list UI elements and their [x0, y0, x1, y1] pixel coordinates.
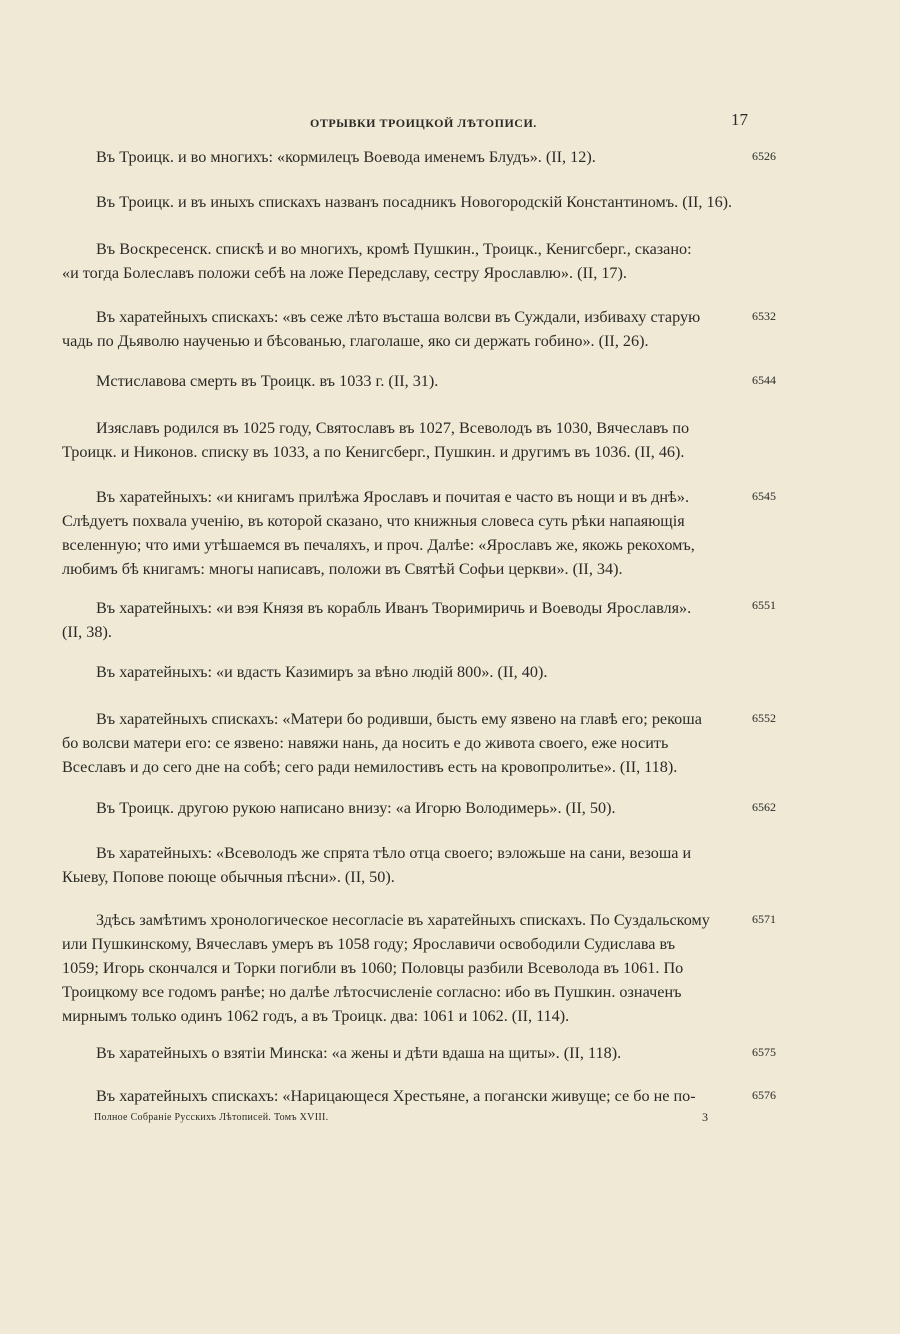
- year-marker: 6571: [752, 912, 776, 926]
- entry-line: Здѣсь замѣтимъ хронологическое несогласіе въ харатейныхъ спискахъ. По Суздальскому: [96, 911, 710, 929]
- year-marker: 6544: [752, 373, 776, 387]
- entry-paragraph: [62, 190, 752, 214]
- entry-paragraph: [62, 485, 752, 581]
- entry-line: Мстиславова смерть въ Троицк. въ 1033 г. (II, 31).: [96, 372, 439, 390]
- entry-paragraph: [62, 596, 752, 644]
- entry-paragraph: [62, 416, 752, 464]
- entry-line: бо волсви матери его: се язвено: навяжи нань, да носить е до живота своего, еже носить: [62, 734, 669, 752]
- entry-line: чадь по Дьяволю наученью и бѣсованью, глаголаше, яко си держать гобино». (II, 26).: [62, 332, 649, 350]
- entry-line: «и тогда Болеславъ положи себѣ на ложе Передславу, сестру Ярославлю». (II, 17).: [62, 264, 627, 282]
- entry-line: Въ харатейныхъ спискахъ: «Нарицающеся Хрестьяне, а погански живуще; се бо не по-: [96, 1087, 696, 1105]
- entry-line: или Пушкинскому, Вячеславъ умеръ въ 1058 году; Ярославичи освободили Судислава въ: [62, 935, 676, 953]
- entry-line: Въ Троицк. другою рукою написано внизу: «а Игорю Володимерь». (II, 50).: [96, 799, 616, 817]
- year-marker: 6562: [752, 800, 776, 814]
- entry-paragraph: [62, 660, 752, 684]
- entry-paragraph: [62, 369, 752, 393]
- entry-line: Кыеву, Попове поюще обычныя пѣсни». (II, 50).: [62, 868, 395, 886]
- entry-line: Троицкому все годомъ ранѣе; но далѣе лѣтосчисленіе согласно: ибо въ Пушкин. означенъ: [62, 983, 682, 1001]
- entry-line: Слѣдуетъ похвала ученію, въ которой сказано, что книжныя словеса суть рѣки напаяющія: [62, 512, 685, 530]
- entry-line: 1059; Игорь скончался и Торки погибли въ 1060; Половцы разбили Всеволода въ 1061. По: [62, 959, 684, 977]
- entry-paragraph: [62, 305, 752, 353]
- entry-paragraph: [62, 145, 752, 169]
- entry-line: Въ Воскресенск. спискѣ и во многихъ, кромѣ Пушкин., Троицк., Кенигсберг., сказано:: [96, 240, 692, 258]
- year-marker: 6532: [752, 309, 776, 323]
- entry-line: Всеславъ и до сего дне на собѣ; сего ради немилостивъ есть на кровопролитье». (II, 118).: [62, 758, 678, 776]
- entry-line: Въ харатейныхъ: «и вэя Князя въ корабль Иванъ Творимиричь и Воеводы Ярославля».: [96, 599, 692, 617]
- year-marker: 6552: [752, 711, 776, 725]
- entry-line: любимъ бѣ книгамъ: многы написавъ, положи въ Святѣй Софьи церкви». (II, 34).: [62, 560, 623, 578]
- year-marker: 6575: [752, 1045, 776, 1059]
- entry-line: Изяславъ родился въ 1025 году, Святославъ въ 1027, Всеволодъ въ 1030, Вячеславъ по: [96, 419, 690, 437]
- page-number: 17: [731, 110, 748, 129]
- entry-line: Въ харатейныхъ о взятіи Минска: «а жены и дѣти вдаша на щиты». (II, 118).: [96, 1044, 622, 1062]
- entry-line: Въ Троицк. и во многихъ: «кормилецъ Воевода именемъ Блудъ». (II, 12).: [96, 148, 596, 166]
- entry-line: Въ харатейныхъ: «и вдасть Казимиръ за вѣно людій 800». (II, 40).: [96, 663, 548, 681]
- running-title: ОТРЫВКИ ТРОИЦКОЙ ЛѢТОПИСИ.: [310, 116, 537, 130]
- year-marker: 6576: [752, 1088, 776, 1102]
- signature-mark: 3: [702, 1110, 708, 1124]
- entry-line: Въ харатейныхъ: «Всеволодъ же спрята тѣло отца своего; вэложьше на сани, везоша и: [96, 844, 692, 862]
- entry-line: Въ харатейныхъ: «и книгамъ прилѣжа Ярославъ и почитая е часто въ нощи и въ днѣ».: [96, 488, 689, 506]
- year-marker: 6551: [752, 598, 776, 612]
- entry-paragraph: [62, 1084, 752, 1108]
- entry-line: Въ харатейныхъ спискахъ: «въ сеже лѣто въсташа волсви въ Суждали, избиваху старую: [96, 308, 701, 326]
- year-marker: 6526: [752, 149, 776, 163]
- entry-paragraph: [62, 841, 752, 889]
- entry-line: (II, 38).: [62, 623, 112, 641]
- entry-paragraph: [62, 237, 752, 285]
- entry-line: Троицк. и Никонов. списку въ 1033, а по Кенигсберг., Пушкин. и другимъ въ 1036. (II, 46).: [62, 443, 685, 461]
- entry-line: мирнымъ только одинъ 1062 годъ, а въ Троицк. два: 1061 и 1062. (II, 114).: [62, 1007, 570, 1025]
- entry-line: Въ Троицк. и въ иныхъ спискахъ названъ посадникъ Новогородскій Константиномъ. (II, 16).: [96, 193, 733, 211]
- entry-paragraph: [62, 1041, 752, 1065]
- entry-paragraph: [62, 908, 752, 1028]
- footer-series-title: Полное Собраніе Русскихъ Лѣтописей. Томъ XVIII.: [94, 1112, 329, 1123]
- entry-paragraph: [62, 707, 752, 779]
- entry-line: Въ харатейныхъ спискахъ: «Матери бо родивши, бысть ему язвено на главѣ его; рекоша: [96, 710, 702, 728]
- year-marker: 6545: [752, 489, 776, 503]
- entry-line: вселенную; что ими утѣшаемся въ печаляхъ, и проч. Далѣе: «Ярославъ же, якожь рекохомъ,: [62, 536, 695, 554]
- entry-paragraph: [62, 796, 752, 820]
